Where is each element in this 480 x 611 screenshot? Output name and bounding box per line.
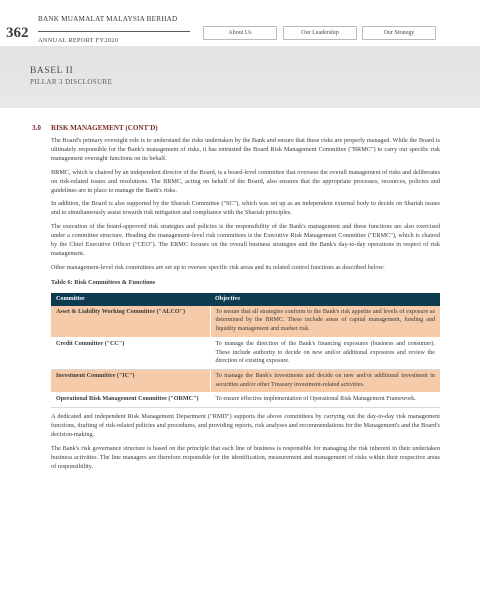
paragraph: Other management-level risk committees are set up to oversee specific risk areas and its related control functions as described below:	[51, 263, 385, 271]
risk-committees-table	[51, 293, 440, 408]
nav-about-us-button[interactable]: About Us	[203, 26, 277, 40]
main-content	[32, 124, 440, 472]
bank-name: BANK MUAMALAT MALAYSIA BERHAD	[38, 15, 178, 23]
section-title: RISK MANAGEMENT (CONT'D)	[51, 124, 158, 132]
header-divider	[38, 31, 190, 32]
objective-cell: To manage the Bank's investments and decide on new and/or additional investment in securities and/or other Treasury investment-related activities.	[210, 370, 440, 393]
committee-cell: Operational Risk Management Committee ("ORMC")	[51, 393, 210, 408]
committee-cell: Investment Committee ("IC")	[51, 370, 210, 393]
paragraph: The Board's primary oversight role is to understand the risks undertaken by the Bank and ensure that these risks are properly managed. While the Board is ultimately responsible for the Bank's management of risks, it has entrusted the Board Risk Management Committee ("BRMC") to carry out specific risk management oversight functions on its behalf.	[51, 137, 440, 162]
objective-cell: To manage the direction of the Bank's financing exposures (business and consumer). These include authority to decide on new and/or additional exposures and review the direction of existing exposure.	[210, 337, 440, 369]
section-banner	[0, 46, 480, 108]
paragraph: The Bank's risk governance structure is based on the principle that each line of business is responsible for managing the risk inherent in their undertaken business activities. The line managers are therefore responsible for the identification, measurement and management of risks within their respective areas of responsibility.	[51, 444, 440, 470]
table-row	[51, 393, 440, 408]
table-row	[51, 306, 440, 338]
objective-cell: To ensure that all strategies conform to the Bank's risk appetite and levels of exposure as determined by the BRMC. These include areas of capital management, funding and liquidity management and market risk.	[210, 306, 440, 338]
page-number: 362	[6, 25, 29, 41]
banner-subtitle: PILLAR 3 DISCLOSURE	[30, 78, 113, 86]
column-header-objective: Objective	[210, 293, 440, 306]
column-header-committee: Committee	[51, 293, 210, 306]
section-heading	[32, 124, 440, 132]
section-number: 3.0	[32, 124, 41, 132]
paragraph: A dedicated and independent Risk Management Department ("RMD") supports the above committees by carrying out the day-to-day risk management functions, drafting of risk-related policies and procedures, and providing reports, risk analyses and recommendations for the Management's and the Board's decision-making.	[51, 413, 440, 438]
nav-our-leadership-button[interactable]: Our Leadership	[283, 26, 357, 40]
objective-cell: To ensure effective implementation of Operational Risk Management Framework.	[210, 393, 440, 408]
banner-title: BASEL II	[30, 66, 74, 76]
table-header-row	[51, 293, 440, 306]
committee-cell: Credit Committee ("CC")	[51, 337, 210, 369]
nav-our-strategy-button[interactable]: Our Strategy	[362, 26, 436, 40]
committee-cell: Asset & Liability Working Committee ("ALCO")	[51, 306, 210, 338]
table-title: Table 6: Risk Committees & Functions	[51, 278, 156, 286]
section-body	[51, 137, 440, 472]
paragraph: In addition, the Board is also supported by the Shariah Committee ("SC"), which was set up as an independent external body to decide on Shariah issues and to simultaneously assist towards risk mitigation and compliance with the Shariah principles.	[51, 200, 440, 217]
table-row	[51, 370, 440, 393]
table-row	[51, 337, 440, 369]
report-name: ANNUAL REPORT FY2020	[38, 37, 119, 44]
paragraph: The execution of the board-approved risk strategies and policies is the responsibility of the Bank's management and these functions are also exercised under a committee structure. Heading the management-level risk committees is the Executive Risk Management Committee ("ERMC"), which is chaired by the Chief Executive Officer ("CEO"). The ERMC focuses on the overall business strategies and the Bank's day-to-day operations in respect of risk management.	[51, 223, 440, 257]
paragraph: BRMC, which is chaired by an independent director of the Board, is a board-level committee that oversees the overall management of risks and deliberates on risk-related issues and resolutions. The BRMC, acting on behalf of the Board, also ensures that the appropriate processes, resources, policies and guidelines are in place to manage the Bank's risks.	[51, 168, 440, 194]
